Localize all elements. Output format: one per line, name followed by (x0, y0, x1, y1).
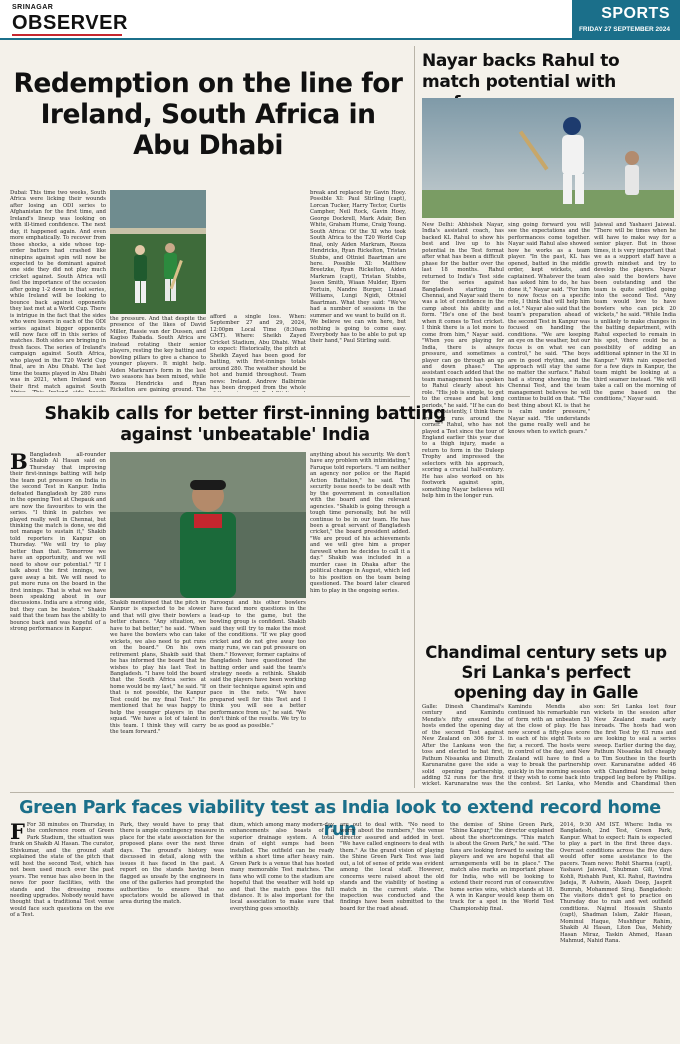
section-rule (10, 396, 410, 397)
masthead (0, 0, 680, 40)
masthead-city: SRINAGAR (12, 4, 54, 11)
story2-column-2: sing going forward you will see the expectations and the performances come together. Nayar said Rahul also showed how he works as a team player. "In the past, KL has opened, batted in the middle order, kept wickets, and captained. Whatever the team has asked him to do, he has done it," Nayar said. "For him to now focus on a specific role, I think that will help him a lot." Nayar also said that the team's preparation ahead of the second Test in Kanpur was focused on handling the conditions. "We are keeping an eye on the weather, but our focus is on what we can control," he said. "The boys are in good rhythm, and the approach will stay the same no matter the surface." Rahul had a strong showing in the Chennai Test, and the team management believes he will continue to build on that. "The best thing about KL is that he is calm under pressure," Nayar said. "He understands the game really well and he knows when to switch gears." (508, 222, 590, 435)
story2-column-3: Jaiswal and Yashasvi Jaiswal. "There will be times when he will have to make way for a senior player. But in those times, it is very important that we as a support staff have a growth mindset and try to develop the players. Nayar also said the bowlers have been outstanding and the team is quite settled going into the second Test. "Any team would love to have bowlers who can pick 20 wickets," he said. "While India is unlikely to make changes in the batting department, with Rahul expected to remain in his spot, there could be a possibility of adding an additional spinner in the XI in Kanpur." With rain expected for a few days in Kanpur, the team might be looking at a third seamer instead. "We will take a call on the morning of the game based on the conditions," Nayar said. (594, 222, 676, 403)
headline-shakib: Shakib calls for better first-inning batting against 'unbeatable' India (44, 404, 446, 445)
issue-date: FRIDAY 27 SEPTEMBER 2024 (578, 26, 670, 33)
story3-column-1: B Bangladesh all-rounder Shakib Al Hasan said on Thursday that improving their first-innings batting will help the team put pressure on India in the second Test in Kanpur. India defeated Bangladesh by 280 runs in the opening Test at Chepauk and are now the favourites to win the series. "I think in patches we played really well in Chennai, but thinking the match is done, we did not manage to sustain it," Shakib told reporters in Kanpur on Thursday. "We will try to play better than that. Tomorrow we have an opportunity, and we will need to show our potential." "If I talk about the first innings, we gave away a bit. We will need to put more runs on the board in the first innings. That is what we have been speaking about in our discussions. India are a strong side, but they can be beaten." Shakib said that the team has the ability to bounce back and was hopeful of a strong performance in Kanpur. (10, 452, 106, 633)
story5-column-1: F For 38 minutes on Thursday, in the conference room of Green Park Stadium, the situation was frank on Shakib Al Hasan. The curator, Shivkumar, and the ground staff explained the state of the pitch that will host the second Test, which has not been used much over the past years. The venue has also been in the news for poor facilities, with the stands and the dressing rooms needing upgrades. Nobody would have thought that a traditional Test venue would face such questions on the eve of a Test. (10, 822, 114, 919)
story5-column-5: the demise of Shine Green Park, "Shine Kanpur," the director explained about the shortcomings. "This match is about the Green Park," he said. "The fans are looking forward to seeing the players and we are hopeful that all arrangements will be in place." The match also marks an important phase for India, who will be looking to extend their record run of consecutive home series wins, which stands at 18. A win in Kanpur would keep them on track for a spot in the World Test Championship final. (450, 822, 554, 912)
story5-column-6: 2014, 9:30 AM IST. Where: India vs Bangladesh, 2nd Test, Green Park, Kanpur. What to expect: Rain is expected to play a part in the first three days. Overcast conditions across the five days would offer some assistance to the pacers. Team news: Rohit Sharma (capt), Yashasvi Jaiswal, Shubman Gill, Virat Kohli, Rishabh Pant, KL Rahul, Ravindra Jadeja, R Ashwin, Akash Deep, Jasprit Bumrah, Mohammed Siraj. Bangladesh: The visitors didn't get to practice on Thursday due to rain and wet outfield conditions. Najmul Hossain Shanto (capt), Shadman Islam, Zakir Hasan, Mominul Haque, Mushfiqur Rahim, Shakib Al Hasan, Liton Das, Mehidy Hasan Miraz, Taskin Ahmed, Hasan Mahmud, Nahid Rana. (560, 822, 672, 945)
story4-column-2: Kamindu Mendis also continued his remarkable run of form with an unbeaten 51 at the close of play. He has now scored a fifty-plus score in each of his eight Tests so far, a record. The hosts were in control of the day, and New Zealand will have to find a way to break the partnership quickly in the morning session if they wish to come back into the contest. Sri Lanka, who (508, 704, 590, 788)
story5-column-2: Park, they would have to pray that there is ample contingency measure in place for the state association for the proposed plans over the next three days. The ground's history was discussed in detail, along with the issues it has faced in the past. A report on the stands having been flagged as unsafe by the engineers in one of the galleries had prompted the authorities to ensure that no spectators would be allowed in that area during the match. (120, 822, 224, 906)
masthead-rule (12, 34, 122, 36)
batter-photo (422, 98, 674, 218)
headline-green-park: Green Park faces viability test as India look to extend record home run (19, 798, 661, 840)
story2-column-1: New Delhi: Abhishek Nayar, India's assistant coach, has backed KL Rahul to show his best and live up to his potential in the Test format after what has been a difficult phase for the batter over the last 18 months. Rahul returned to India's Test side for the series against Bangladesh starting in Chennai, and Nayar said there was a lot of confidence in the camp about his ability and form. "He's one of the best when it comes to Test cricket. I think there is a lot more to come from him," Nayar said. "When you are playing for India, there is always pressure, and sometimes a player can go through an up and down phase." The assistant coach added that the team management has spoken to Rahul clearly about his role. "His job is simple, to get to the crease and bat long periods," he said. "If he can do that consistently, I think there are big runs around the corner." Rahul, who has not played a Test since the tour of England earlier this year due to a thigh injury, made a return to form in the Duleep Trophy and impressed the selectors with his approach, scoring a crucial half-century. He has also worked on his footwork against spin, something Nayar believes will help him in the longer run. (422, 222, 504, 500)
drop-cap: B (10, 452, 28, 474)
story1-column-1: Dubai: This time two weeks, South Africa were licking their wounds after losing an ODI series to Afghanistan for the first time, and Ireland's lineup was looking on with ill-timed confidence. The next day, it happened again. And even more emphatically. To recover from those shocks, a side whose top-order batters had crashed like ninepins against spin will now be expected to be dominant against one side they did not play much cricket against. South Africa will feel the importance of the occasion after going 1-2 down in that series, while Ireland will be looking to bounce back against opponents they last met at a World Cup. There is intrigue in the fact that the sides who were losers in each of the ODI series against bigger opponents will now face off in this series of matches. Both sides are bringing in fresh faces. The series of Ireland's campaign against South Africa, who played in the T20 World Cup final, are in Abu Dhabi. The last time the teams played in Abu Dhabi was in 2021, when Ireland won their first match against South (10, 190, 106, 390)
story4-column-1: Galle: Dinesh Chandimal's century and Kamindu Mendis's fifty ensured the hosts ended the opening day of the second Test against New Zealand on 306 for 3. After the Lankans won the toss and elected to bat first, Pathum Nissanka and Dimuth Karunaratne gave the side a solid opening partnership, adding 52 runs for the first wicket. Karunaratne was the (422, 704, 504, 788)
cricket-match-photo (110, 190, 206, 314)
story3-column-2: Shakib mentioned that the pitch in Kanpur is expected to be slower and that will give their bowlers a better chance. "Any situation, we have to bat better," he said. "When we have the bowlers who can take wickets, we also need to put runs on the board." On his own retirement plans, Shakib said that he has informed the board that he wishes to play his last Test in Bangladesh. "I have told the board that the South Africa series at home would be my last," he said. "If that is not possible, the Kanpur Test could be my final Test." He mentioned that he was happy to help the younger players in the squad. "We have a lot of talent in this team. I think they will carry the team forward." (110, 600, 206, 736)
story4-column-3: son: Sri Lanka lost four wickets in the session after New Zealand made early inroads. The hosts had won the first Test by 63 runs and are looking to seal a series sweep. Earlier during the day, Pathum Nissanka fell cheaply to Tim Southee in the fourth over. Karunaratne added 46 with Chandimal before being trapped leg before by Phillips. Mendis and Chandimal then (594, 704, 676, 788)
shakib-photo (110, 452, 306, 598)
headline-ireland-south-africa: Redemption on the line for Ireland, South Africa in Abu Dhabi (13, 68, 403, 161)
story1-column-2: the pressure. And that despite the presence of the likes of David Miller, Rassie van der Dussen, and Kagiso Rabada. South Africa are instead rotating their senior players, resting the key batting and bowling pillars to give a chance to younger players. It might help. Aiden Markram's form in the last two seasons has been mixed, while Reeza Hendricks and Ryan Rickelton are gaining ground. The (110, 190, 206, 392)
story3-column-4: anything about his security. We don't have any problem with intimidating," Faruque told reporters. "I am neither an agency nor police or the Rapid Action Battalion," he said. The security issue needs to be dealt with by the government in consultation with the board and the relevant agencies. "Shakib is going through a tough time personally, but he will continue to be in our team. He has been a great servant of Bangladesh cricket," the board president added. "We are proud of his achievements and we will give him a proper farewell when he decides to call it a day." Shakib was included in a murder case in Dhaka after the political change in August, which led to his position on the team being questioned. The board later cleared him to play in the ongoing series. (310, 452, 410, 594)
story1-column-3: afford a single loss. When: September 27 and 29, 2024, 12:00pm Local Time (8:30am GMT). Where: Sheikh Zayed Cricket Stadium, Abu Dhabi. What to expect: Historically, the pitch at Sheikh Zayed has been good for batting, with first-innings totals around 280. The weather should be hot and humid throughout. Team news: Ireland. Andrew Balbirnie has been dropped from the whole (210, 314, 306, 391)
bottom-section-rule (10, 792, 674, 793)
headline-chandimal: Chandimal century sets up Sri Lanka's perfect opening day in Galle (425, 643, 667, 702)
section-banner (572, 0, 680, 40)
headline-nayar-rahul: Nayar backs Rahul to match potential with (422, 51, 620, 92)
section-name: SPORTS (601, 5, 670, 22)
story5-column-3: dium, which among many modern-day enhancements also boasts of a superior drainage system. A total drain of eight sumps had been installed. The outfield can be ready within a short time after heavy rain. Green Park is a venue that has hosted many memorable Test matches. The fans who will come to the stadium are hopeful that the weather will hold up and that the match goes the full distance. It is also important for the local association to make sure that everything goes smoothly. (230, 822, 334, 912)
masthead-logo: OBSERVER (12, 12, 128, 34)
story3-column-3: Farooqui and his other bowlers have faced more questions in the lead-up to the game, but the bowling group is confident. Shakib said they will try to make the most of the conditions. "If we play good cricket and do not give away too many runs, we can put pressure on them." However, former captains of Bangladesh have questioned the batting order and said the team's strategy needs a rethink. Shakib said the players have been working on their technique against spin and pace in the nets. "We have prepared well for this Test and I think you will see a better performance from us," he said. "We don't think of the results. We try to be as good as possible." (210, 600, 306, 729)
drop-cap: F (10, 822, 25, 844)
story1-column-4: break and replaced by Gavin Hoey. Possible XI: Paul Stirling (capt), Lorcan Tucker, Harry Tector, Curtis Campher, Neil Rock, Gavin Hoey, George Dockrell, Mark Adair, Ben White, Graham Hume, Craig Young. South Africa: Of the XI who took South Africa to the T20 World Cup final, only Aiden Markram, Reeza Hendricks, Ryan Rickelton, Tristan Stubbs, and Ottniel Baartman are here. Possible XI: Matthew Breetzke, Ryan Rickelton, Aiden Markram (capt), Tristan Stubbs, Jason Smith, Wiaan Mulder, Bjorn Fortuin, Nandre Burger, Lizaad Williams, Lungi Ngidi, Ottniel Baartman. What they said: "We've had a number of sessions in the summer and we want to build on it. We believe we can win here, but nothing is going to come easy. Everybody has to be able to put up their hand," Paul Stirling said. (310, 190, 406, 345)
story5-column-4: are out to deal with. "No need to worry about the numbers," the venue director assured and added in text. "We have called engineers to deal with them." As the grand vision of playing the Shine Green Park Test was laid out, a lot of sense of pride was evident among the local staff. However, concerns were raised about the old stands and the viability of hosting a match in the current state. The inspection was conducted and the findings have been submitted to the board for the road ahead. (340, 822, 444, 912)
